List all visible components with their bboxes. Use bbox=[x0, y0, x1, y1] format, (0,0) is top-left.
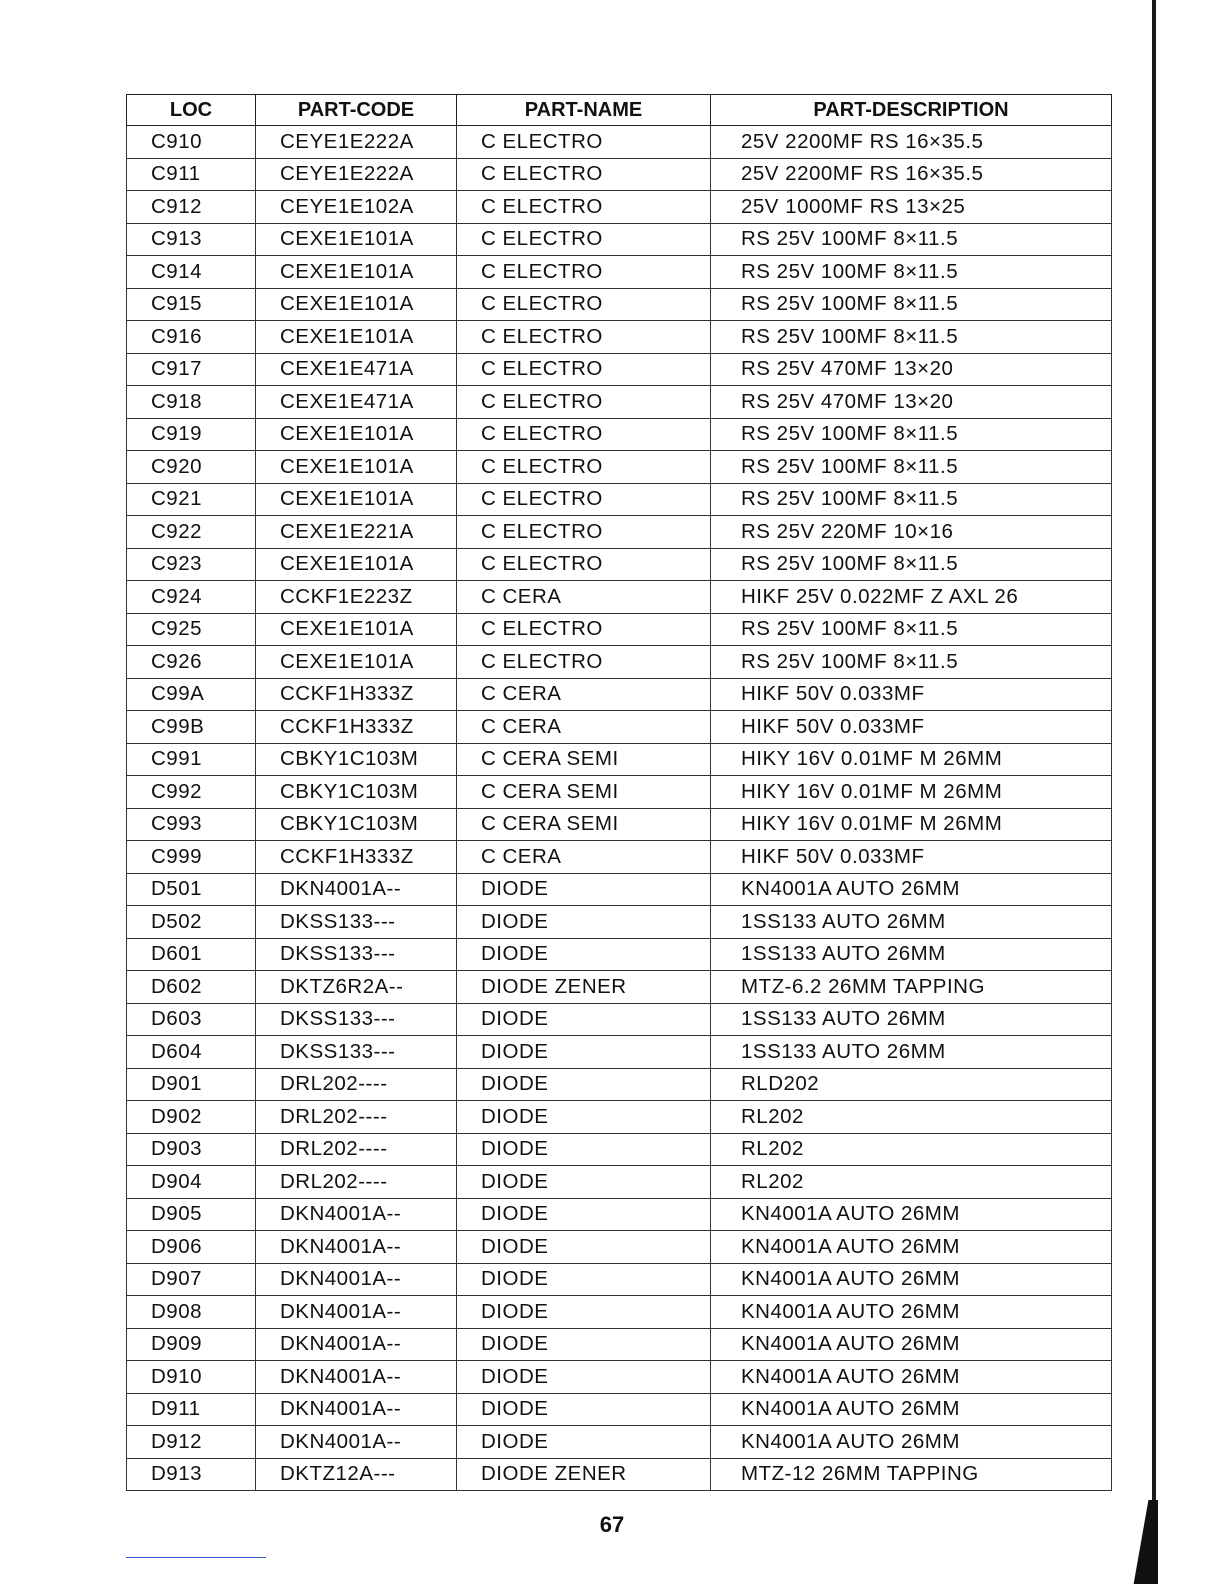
table-body bbox=[127, 126, 1112, 1491]
cell-part-code: DKN4001A-- bbox=[256, 1198, 457, 1231]
cell-part-name: C ELECTRO bbox=[457, 386, 711, 419]
cell-part-name: C CERA bbox=[457, 581, 711, 614]
cell-loc: C999 bbox=[127, 841, 256, 874]
table-row bbox=[127, 1393, 1112, 1426]
cell-part-name: DIODE bbox=[457, 1198, 711, 1231]
table-row bbox=[127, 516, 1112, 549]
cell-loc: C913 bbox=[127, 223, 256, 256]
cell-part-name: C ELECTRO bbox=[457, 548, 711, 581]
cell-part-code: DRL202---- bbox=[256, 1068, 457, 1101]
cell-part-description: MTZ-6.2 26MM TAPPING bbox=[711, 971, 1112, 1004]
table-row bbox=[127, 288, 1112, 321]
table-row bbox=[127, 808, 1112, 841]
cell-part-description: RS 25V 470MF 13×20 bbox=[711, 353, 1112, 386]
cell-part-name: C ELECTRO bbox=[457, 126, 711, 159]
table-row bbox=[127, 418, 1112, 451]
cell-loc: D603 bbox=[127, 1003, 256, 1036]
cell-part-code: CBKY1C103M bbox=[256, 743, 457, 776]
cell-part-description: KN4001A AUTO 26MM bbox=[711, 1198, 1112, 1231]
cell-part-description: HIKY 16V 0.01MF M 26MM bbox=[711, 776, 1112, 809]
cell-loc: D601 bbox=[127, 938, 256, 971]
cell-loc: D905 bbox=[127, 1198, 256, 1231]
cell-part-code: CEXE1E471A bbox=[256, 353, 457, 386]
cell-part-name: DIODE bbox=[457, 1296, 711, 1329]
cell-part-name: DIODE bbox=[457, 1231, 711, 1264]
table-row bbox=[127, 386, 1112, 419]
table-row bbox=[127, 223, 1112, 256]
cell-part-code: DKSS133--- bbox=[256, 938, 457, 971]
cell-part-description: RS 25V 100MF 8×11.5 bbox=[711, 483, 1112, 516]
cell-part-name: C CERA SEMI bbox=[457, 776, 711, 809]
cell-part-name: C ELECTRO bbox=[457, 483, 711, 516]
table-row bbox=[127, 678, 1112, 711]
cell-part-description: HIKY 16V 0.01MF M 26MM bbox=[711, 743, 1112, 776]
table-row bbox=[127, 256, 1112, 289]
table-row bbox=[127, 1036, 1112, 1069]
cell-part-code: CEXE1E101A bbox=[256, 418, 457, 451]
header-part-code: PART-CODE bbox=[256, 95, 457, 126]
cell-part-code: CCKF1H333Z bbox=[256, 678, 457, 711]
cell-part-name: C ELECTRO bbox=[457, 191, 711, 224]
cell-part-code: CEYE1E222A bbox=[256, 126, 457, 159]
cell-part-description: 1SS133 AUTO 26MM bbox=[711, 938, 1112, 971]
cell-part-code: CEXE1E101A bbox=[256, 223, 457, 256]
cell-part-code: CEXE1E101A bbox=[256, 288, 457, 321]
cell-part-description: RS 25V 100MF 8×11.5 bbox=[711, 646, 1112, 679]
cell-part-name: C ELECTRO bbox=[457, 353, 711, 386]
cell-part-code: DKN4001A-- bbox=[256, 1263, 457, 1296]
header-part-description: PART-DESCRIPTION bbox=[711, 95, 1112, 126]
cell-part-code: CEXE1E101A bbox=[256, 548, 457, 581]
cell-part-description: MTZ-12 26MM TAPPING bbox=[711, 1458, 1112, 1491]
cell-loc: C910 bbox=[127, 126, 256, 159]
table-row bbox=[127, 1003, 1112, 1036]
table-row bbox=[127, 1198, 1112, 1231]
cell-loc: C922 bbox=[127, 516, 256, 549]
table-row bbox=[127, 873, 1112, 906]
cell-part-description: RS 25V 220MF 10×16 bbox=[711, 516, 1112, 549]
cell-loc: C923 bbox=[127, 548, 256, 581]
cell-part-description: 1SS133 AUTO 26MM bbox=[711, 1003, 1112, 1036]
table-row bbox=[127, 776, 1112, 809]
cell-part-name: DIODE bbox=[457, 1263, 711, 1296]
cell-loc: D602 bbox=[127, 971, 256, 1004]
cell-part-name: C ELECTRO bbox=[457, 321, 711, 354]
cell-part-code: DKSS133--- bbox=[256, 1003, 457, 1036]
cell-part-name: C ELECTRO bbox=[457, 451, 711, 484]
cell-loc: D902 bbox=[127, 1101, 256, 1134]
cell-part-description: RL202 bbox=[711, 1166, 1112, 1199]
cell-loc: C916 bbox=[127, 321, 256, 354]
table-row bbox=[127, 353, 1112, 386]
cell-part-name: C CERA bbox=[457, 711, 711, 744]
cell-part-description: 25V 2200MF RS 16×35.5 bbox=[711, 158, 1112, 191]
cell-part-code: DKN4001A-- bbox=[256, 1361, 457, 1394]
footer-rule bbox=[126, 1557, 266, 1558]
cell-part-description: RL202 bbox=[711, 1133, 1112, 1166]
cell-part-description: RLD202 bbox=[711, 1068, 1112, 1101]
cell-part-description: RS 25V 100MF 8×11.5 bbox=[711, 548, 1112, 581]
cell-part-code: CCKF1E223Z bbox=[256, 581, 457, 614]
cell-part-description: 25V 1000MF RS 13×25 bbox=[711, 191, 1112, 224]
cell-part-description: HIKF 25V 0.022MF Z AXL 26 bbox=[711, 581, 1112, 614]
cell-part-code: CEYE1E102A bbox=[256, 191, 457, 224]
cell-loc: C918 bbox=[127, 386, 256, 419]
cell-part-name: DIODE bbox=[457, 1426, 711, 1459]
cell-loc: C924 bbox=[127, 581, 256, 614]
cell-loc: D901 bbox=[127, 1068, 256, 1101]
cell-part-description: KN4001A AUTO 26MM bbox=[711, 1296, 1112, 1329]
cell-part-name: DIODE bbox=[457, 1166, 711, 1199]
cell-loc: C99B bbox=[127, 711, 256, 744]
cell-loc: D903 bbox=[127, 1133, 256, 1166]
table-row bbox=[127, 646, 1112, 679]
cell-part-name: DIODE bbox=[457, 1003, 711, 1036]
table-row bbox=[127, 613, 1112, 646]
cell-part-description: 1SS133 AUTO 26MM bbox=[711, 906, 1112, 939]
table-row bbox=[127, 483, 1112, 516]
table-row bbox=[127, 1101, 1112, 1134]
cell-part-code: DKN4001A-- bbox=[256, 1328, 457, 1361]
cell-part-description: RS 25V 100MF 8×11.5 bbox=[711, 451, 1112, 484]
cell-part-name: C CERA bbox=[457, 841, 711, 874]
cell-part-description: RL202 bbox=[711, 1101, 1112, 1134]
cell-loc: D502 bbox=[127, 906, 256, 939]
cell-part-code: CEXE1E101A bbox=[256, 256, 457, 289]
cell-part-description: RS 25V 100MF 8×11.5 bbox=[711, 288, 1112, 321]
table-row bbox=[127, 1458, 1112, 1491]
cell-part-description: RS 25V 100MF 8×11.5 bbox=[711, 321, 1112, 354]
table-row bbox=[127, 1328, 1112, 1361]
cell-part-description: KN4001A AUTO 26MM bbox=[711, 1263, 1112, 1296]
cell-part-description: KN4001A AUTO 26MM bbox=[711, 1231, 1112, 1264]
table-row bbox=[127, 1296, 1112, 1329]
cell-part-code: DKSS133--- bbox=[256, 906, 457, 939]
cell-part-name: C ELECTRO bbox=[457, 158, 711, 191]
cell-part-name: DIODE ZENER bbox=[457, 971, 711, 1004]
cell-part-name: DIODE bbox=[457, 938, 711, 971]
cell-part-name: DIODE bbox=[457, 873, 711, 906]
cell-part-code: DRL202---- bbox=[256, 1101, 457, 1134]
cell-loc: D908 bbox=[127, 1296, 256, 1329]
cell-part-name: C ELECTRO bbox=[457, 646, 711, 679]
table-row bbox=[127, 548, 1112, 581]
page-number: 67 bbox=[599, 1512, 625, 1537]
cell-part-description: 25V 2200MF RS 16×35.5 bbox=[711, 126, 1112, 159]
cell-part-name: DIODE bbox=[457, 1133, 711, 1166]
cell-loc: D906 bbox=[127, 1231, 256, 1264]
table-row bbox=[127, 971, 1112, 1004]
table-row bbox=[127, 743, 1112, 776]
table-row bbox=[127, 1231, 1112, 1264]
cell-part-code: CCKF1H333Z bbox=[256, 711, 457, 744]
cell-loc: C915 bbox=[127, 288, 256, 321]
cell-loc: D904 bbox=[127, 1166, 256, 1199]
cell-part-name: DIODE bbox=[457, 1361, 711, 1394]
cell-part-code: CEXE1E471A bbox=[256, 386, 457, 419]
cell-part-description: KN4001A AUTO 26MM bbox=[711, 1426, 1112, 1459]
cell-part-code: CBKY1C103M bbox=[256, 808, 457, 841]
table-row bbox=[127, 1068, 1112, 1101]
table-header-row bbox=[127, 95, 1112, 126]
table-row bbox=[127, 841, 1112, 874]
table-row bbox=[127, 1426, 1112, 1459]
cell-part-name: C ELECTRO bbox=[457, 256, 711, 289]
scan-edge bbox=[1152, 0, 1156, 1500]
table-row bbox=[127, 906, 1112, 939]
cell-part-name: C ELECTRO bbox=[457, 613, 711, 646]
cell-loc: C921 bbox=[127, 483, 256, 516]
table-row bbox=[127, 1133, 1112, 1166]
cell-part-name: DIODE bbox=[457, 906, 711, 939]
cell-part-name: C ELECTRO bbox=[457, 516, 711, 549]
cell-loc: C991 bbox=[127, 743, 256, 776]
cell-part-code: CEXE1E221A bbox=[256, 516, 457, 549]
cell-loc: C911 bbox=[127, 158, 256, 191]
cell-part-description: KN4001A AUTO 26MM bbox=[711, 873, 1112, 906]
cell-part-code: DKTZ6R2A-- bbox=[256, 971, 457, 1004]
cell-part-code: DKN4001A-- bbox=[256, 873, 457, 906]
cell-part-code: DKSS133--- bbox=[256, 1036, 457, 1069]
cell-part-description: RS 25V 100MF 8×11.5 bbox=[711, 418, 1112, 451]
table-row bbox=[127, 1361, 1112, 1394]
cell-loc: C99A bbox=[127, 678, 256, 711]
cell-part-description: HIKY 16V 0.01MF M 26MM bbox=[711, 808, 1112, 841]
table-row bbox=[127, 1263, 1112, 1296]
cell-loc: D909 bbox=[127, 1328, 256, 1361]
cell-loc: D912 bbox=[127, 1426, 256, 1459]
cell-part-name: DIODE bbox=[457, 1068, 711, 1101]
cell-part-name: DIODE bbox=[457, 1101, 711, 1134]
cell-part-description: HIKF 50V 0.033MF bbox=[711, 711, 1112, 744]
cell-part-code: CEYE1E222A bbox=[256, 158, 457, 191]
cell-loc: C992 bbox=[127, 776, 256, 809]
cell-part-code: DKN4001A-- bbox=[256, 1426, 457, 1459]
cell-loc: C912 bbox=[127, 191, 256, 224]
cell-part-code: CEXE1E101A bbox=[256, 321, 457, 354]
cell-loc: C919 bbox=[127, 418, 256, 451]
cell-part-code: DKN4001A-- bbox=[256, 1393, 457, 1426]
cell-loc: C925 bbox=[127, 613, 256, 646]
cell-part-description: KN4001A AUTO 26MM bbox=[711, 1361, 1112, 1394]
cell-part-name: C CERA SEMI bbox=[457, 743, 711, 776]
cell-part-name: DIODE ZENER bbox=[457, 1458, 711, 1491]
cell-part-code: DKN4001A-- bbox=[256, 1231, 457, 1264]
parts-table bbox=[126, 94, 1112, 1491]
cell-part-name: C ELECTRO bbox=[457, 223, 711, 256]
table-row bbox=[127, 451, 1112, 484]
cell-part-code: CCKF1H333Z bbox=[256, 841, 457, 874]
cell-part-code: CEXE1E101A bbox=[256, 646, 457, 679]
cell-part-description: RS 25V 100MF 8×11.5 bbox=[711, 256, 1112, 289]
cell-loc: D910 bbox=[127, 1361, 256, 1394]
cell-part-code: CEXE1E101A bbox=[256, 613, 457, 646]
table-row bbox=[127, 1166, 1112, 1199]
cell-part-description: 1SS133 AUTO 26MM bbox=[711, 1036, 1112, 1069]
table-row bbox=[127, 938, 1112, 971]
cell-part-description: RS 25V 100MF 8×11.5 bbox=[711, 223, 1112, 256]
table-row bbox=[127, 126, 1112, 159]
cell-part-name: C ELECTRO bbox=[457, 288, 711, 321]
cell-part-code: DRL202---- bbox=[256, 1166, 457, 1199]
cell-loc: D907 bbox=[127, 1263, 256, 1296]
header-part-name: PART-NAME bbox=[457, 95, 711, 126]
cell-part-description: RS 25V 100MF 8×11.5 bbox=[711, 613, 1112, 646]
cell-part-description: KN4001A AUTO 26MM bbox=[711, 1328, 1112, 1361]
cell-part-description: RS 25V 470MF 13×20 bbox=[711, 386, 1112, 419]
table-row bbox=[127, 191, 1112, 224]
header-loc: LOC bbox=[127, 95, 256, 126]
cell-part-code: DKN4001A-- bbox=[256, 1296, 457, 1329]
cell-part-name: DIODE bbox=[457, 1328, 711, 1361]
cell-part-code: CEXE1E101A bbox=[256, 451, 457, 484]
cell-part-name: DIODE bbox=[457, 1036, 711, 1069]
cell-loc: D911 bbox=[127, 1393, 256, 1426]
table-row bbox=[127, 158, 1112, 191]
cell-loc: C917 bbox=[127, 353, 256, 386]
cell-loc: D501 bbox=[127, 873, 256, 906]
cell-loc: C914 bbox=[127, 256, 256, 289]
table-row bbox=[127, 581, 1112, 614]
cell-part-description: HIKF 50V 0.033MF bbox=[711, 841, 1112, 874]
table-row bbox=[127, 711, 1112, 744]
cell-loc: C926 bbox=[127, 646, 256, 679]
cell-part-name: C ELECTRO bbox=[457, 418, 711, 451]
cell-part-code: DKTZ12A--- bbox=[256, 1458, 457, 1491]
cell-part-code: CEXE1E101A bbox=[256, 483, 457, 516]
cell-loc: C920 bbox=[127, 451, 256, 484]
cell-part-code: DRL202---- bbox=[256, 1133, 457, 1166]
cell-part-description: KN4001A AUTO 26MM bbox=[711, 1393, 1112, 1426]
cell-part-name: C CERA bbox=[457, 678, 711, 711]
cell-part-description: HIKF 50V 0.033MF bbox=[711, 678, 1112, 711]
cell-part-name: DIODE bbox=[457, 1393, 711, 1426]
table-row bbox=[127, 321, 1112, 354]
cell-loc: D913 bbox=[127, 1458, 256, 1491]
cell-loc: C993 bbox=[127, 808, 256, 841]
cell-loc: D604 bbox=[127, 1036, 256, 1069]
cell-part-code: CBKY1C103M bbox=[256, 776, 457, 809]
cell-part-name: C CERA SEMI bbox=[457, 808, 711, 841]
